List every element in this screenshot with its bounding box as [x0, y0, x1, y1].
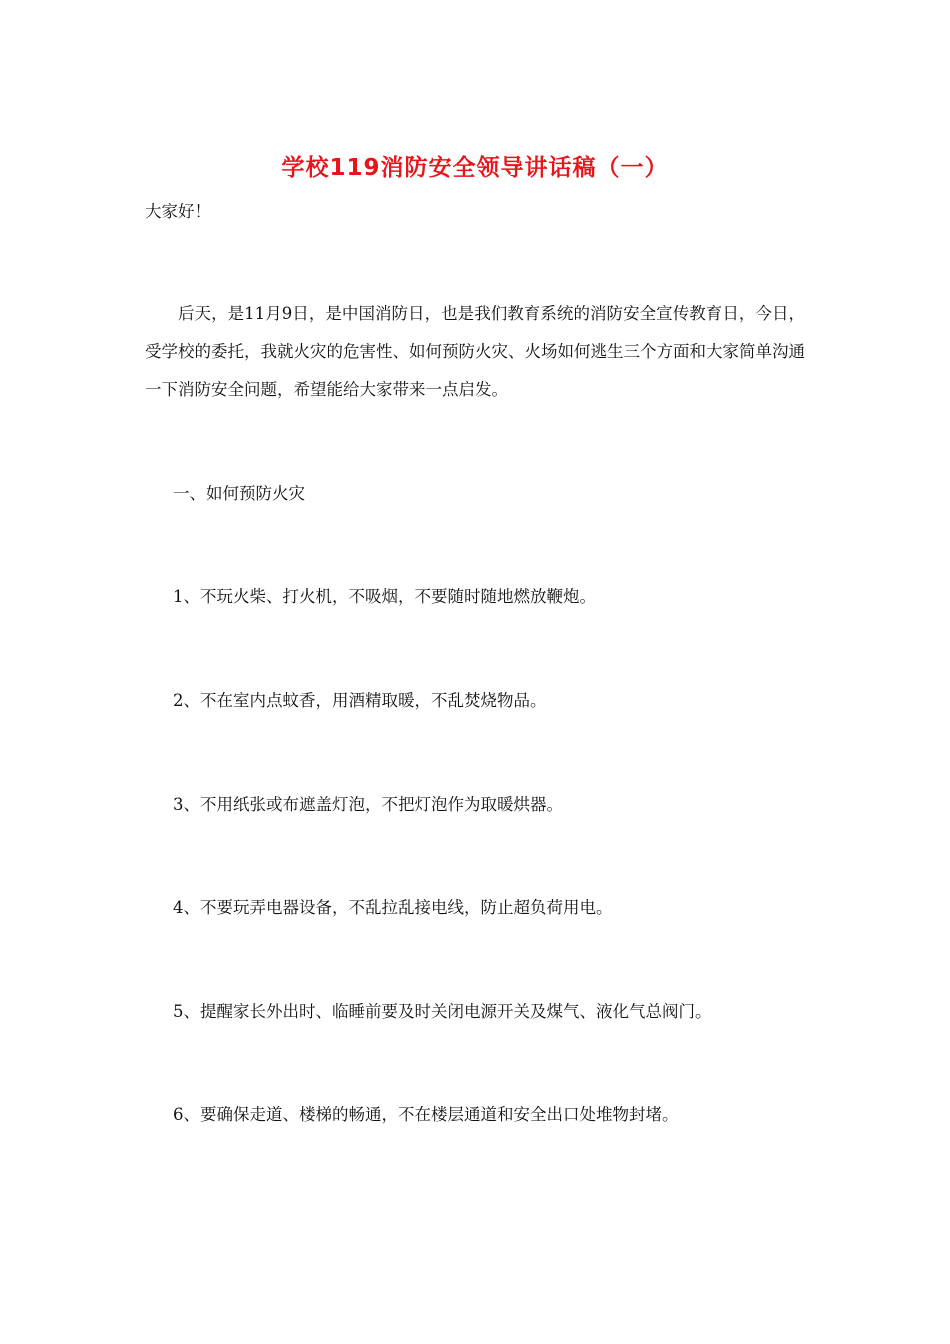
list-item: 1、不玩火柴、打火机，不吸烟，不要随时随地燃放鞭炮。 [173, 587, 596, 606]
list-item: 2、不在室内点蚊香，用酒精取暖，不乱焚烧物品。 [173, 691, 547, 710]
list-item: 5、提醒家长外出时、临睡前要及时关闭电源开关及煤气、液化气总阀门。 [173, 1002, 712, 1021]
list-item: 4、不要玩弄电器设备，不乱拉乱接电线，防止超负荷用电。 [173, 898, 613, 917]
list-item: 6、要确保走道、楼梯的畅通，不在楼层通道和安全出口处堆物封堵。 [173, 1105, 679, 1124]
intro-paragraph: 后天，是11月9日，是中国消防日，也是我们教育系统的消防安全宣传教育日，今日，受学校的委托，我就火灾的危害性、如何预防火灾、火场如何逃生三个方面和大家简单沟通一下消防安全问题，希望能给大家带来一点启发。 [145, 304, 805, 399]
greeting: 大家好！ [145, 202, 211, 221]
section-heading: 一、如何预防火灾 [173, 484, 305, 503]
list-item: 3、不用纸张或布遮盖灯泡，不把灯泡作为取暖烘器。 [173, 795, 563, 814]
document-title: 学校119消防安全领导讲话稿（一） [281, 155, 669, 181]
